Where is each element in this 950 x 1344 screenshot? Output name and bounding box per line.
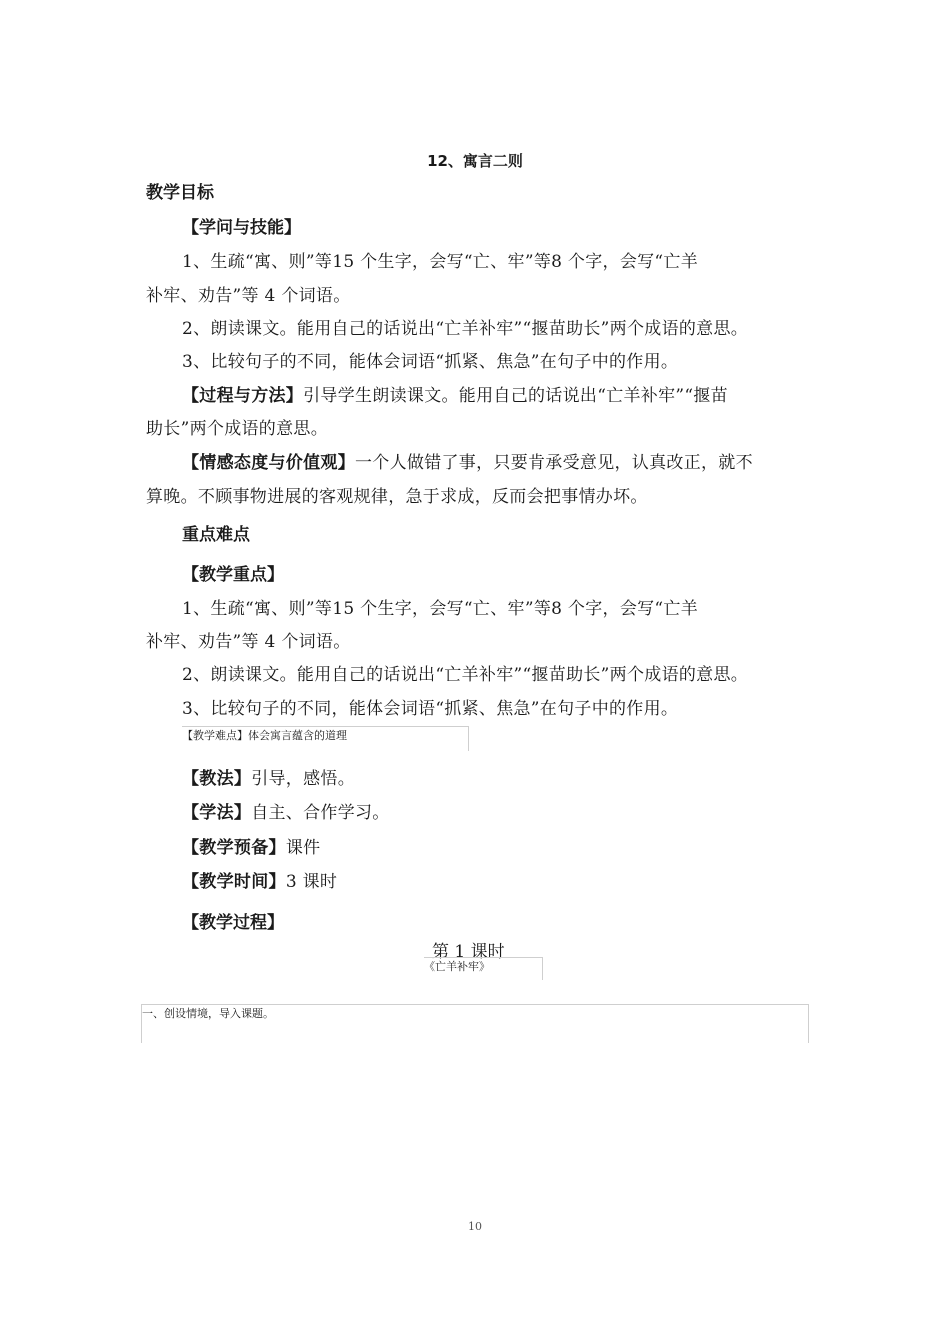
step-1-box [141, 1004, 809, 1043]
emotion-line2: 算晚。不顾事物进展的客观规律，急于求成，反而会把事情办坏。 [146, 487, 648, 507]
knowledge-item-1-line1: 1、生疏“寓、则”等15 个生字，会写“亡、牢”等8 个字，会写“亡羊 [182, 252, 699, 272]
emotion-text: 一个人做错了事，只要肯承受意见，认真改正，就不 [355, 453, 753, 473]
focus-item-2: 2、朗读课文。能用自己的话说出“亡羊补牢”“揠苗助长”两个成语的意思。 [182, 665, 749, 685]
teaching-method-label: 【教法】 [182, 769, 252, 789]
lesson-title: 第 1 课时 [432, 942, 505, 962]
teaching-process-heading: 【教学过程】 [182, 913, 284, 933]
knowledge-item-1-line2: 补牢、劝告”等 4 个词语。 [146, 286, 351, 306]
document-title: 12、寓言二则 [427, 152, 523, 170]
teaching-time-label: 【教学时间】 [182, 872, 286, 892]
focus-item-1-line1: 1、生疏“寓、则”等15 个生字，会写“亡、牢”等8 个字，会写“亡羊 [182, 599, 699, 619]
difficulty-box [182, 726, 469, 751]
teaching-method-value: 引导，感悟。 [251, 769, 356, 789]
teaching-time-line [182, 867, 337, 892]
difficulty-text: 【教学难点】体会寓言蕴含的道理 [182, 729, 347, 742]
focus-item-1-line2: 补牢、劝告”等 4 个词语。 [146, 632, 351, 652]
teaching-time-value: 3 课时 [285, 872, 338, 892]
emotion-heading: 【情感态度与价值观】 [182, 453, 355, 473]
study-method-value: 自主、合作学习。 [251, 803, 390, 823]
teaching-method-line [182, 764, 355, 789]
key-points-heading: 重点难点 [182, 525, 250, 545]
preparation-label: 【教学预备】 [182, 838, 286, 858]
step-1-text: 一、创设情境，导入课题。 [142, 1007, 274, 1020]
lesson-subtitle-box [424, 957, 543, 980]
process-method-line1 [182, 381, 728, 406]
knowledge-heading: 【学问与技能】 [182, 218, 301, 238]
objectives-heading: 教学目标 [146, 183, 214, 203]
preparation-value: 课件 [285, 838, 321, 858]
focus-item-3: 3、比较句子的不同，能体会词语“抓紧、焦急”在句子中的作用。 [182, 699, 679, 719]
preparation-line [182, 833, 320, 858]
process-method-heading: 【过程与方法】 [182, 386, 304, 406]
process-method-line2: 助长”两个成语的意思。 [146, 419, 328, 439]
process-method-text: 引导学生朗读课文。能用自己的话说出“亡羊补牢”“揠苗 [303, 386, 728, 406]
study-method-line [182, 798, 390, 823]
emotion-line1 [182, 448, 753, 473]
study-method-label: 【学法】 [182, 803, 252, 823]
knowledge-item-3: 3、比较句子的不同，能体会词语“抓紧、焦急”在句子中的作用。 [182, 352, 679, 372]
page-number: 10 [468, 1220, 482, 1233]
knowledge-item-2: 2、朗读课文。能用自己的话说出“亡羊补牢”“揠苗助长”两个成语的意思。 [182, 319, 749, 339]
focus-heading: 【教学重点】 [182, 565, 284, 585]
lesson-subtitle: 《亡羊补牢》 [424, 960, 490, 973]
